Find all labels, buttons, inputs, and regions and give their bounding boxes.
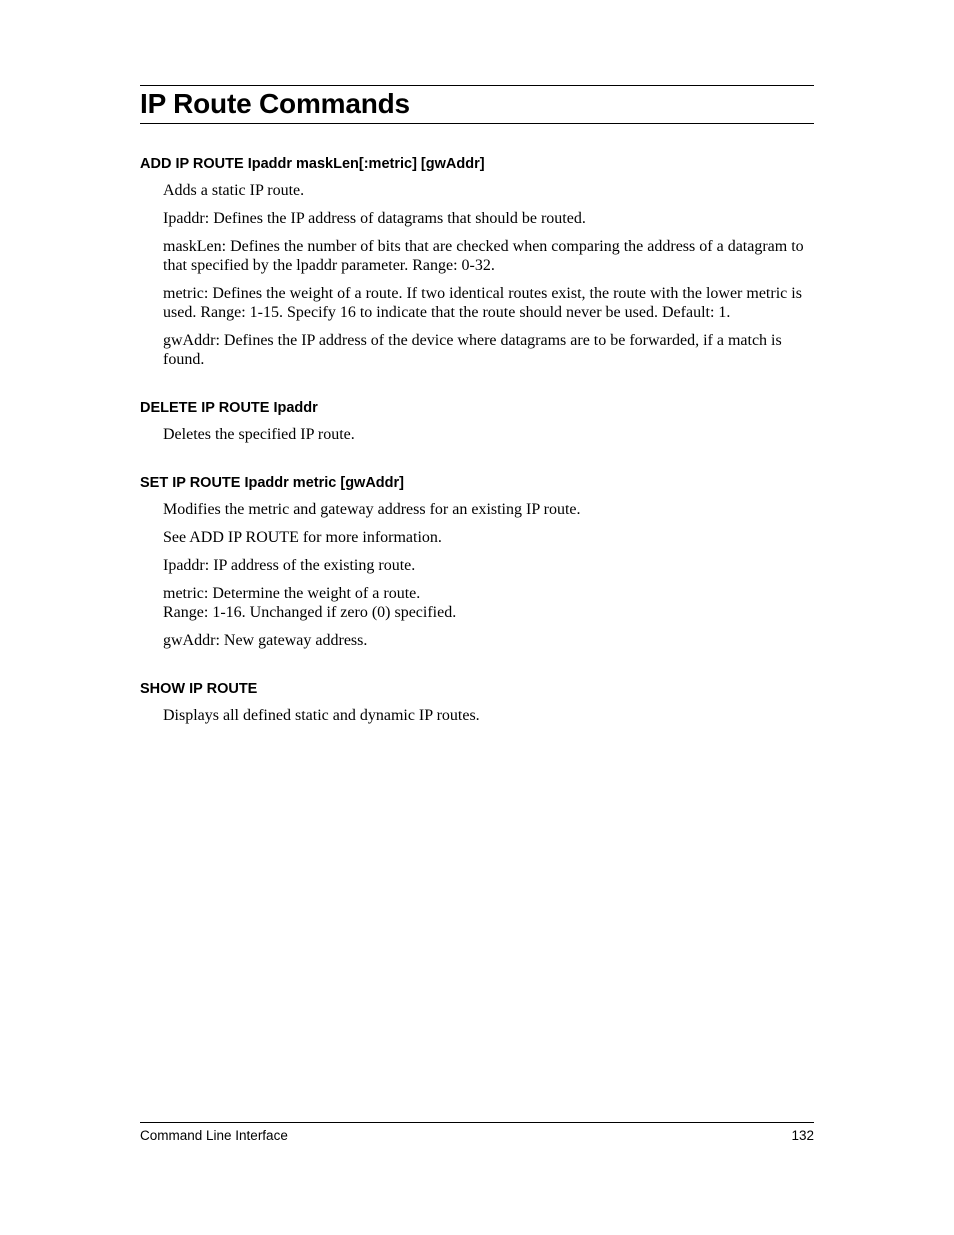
command-heading: SET IP ROUTE Ipaddr metric [gwAddr] — [140, 475, 404, 491]
description-line: Range: 1-16. Unchanged if zero (0) specified. — [163, 604, 457, 621]
title-bottom-rule — [140, 123, 814, 124]
command-heading: DELETE IP ROUTE Ipaddr — [140, 400, 318, 416]
description-paragraph: Ipaddr: Defines the IP address of datagrams that should be routed. — [163, 210, 586, 227]
description-paragraph: maskLen: Defines the number of bits that are checked when comparing the address of a datagram to that specified by the lpaddr parameter. Range: 0-32. — [163, 238, 804, 274]
title-top-rule — [140, 85, 814, 86]
description-paragraph: gwAddr: New gateway address. — [163, 632, 368, 649]
page-title: IP Route Commands — [140, 88, 410, 119]
description-paragraph: gwAddr: Defines the IP address of the device where datagrams are to be forwarded, if a match is found. — [163, 332, 782, 368]
command-section — [140, 155, 814, 369]
page-footer — [140, 1122, 814, 1143]
sections-container — [140, 155, 814, 725]
description-paragraph: Displays all defined static and dynamic IP routes. — [163, 707, 480, 724]
command-section — [140, 680, 814, 725]
description-paragraph: Modifies the metric and gateway address for an existing IP route. — [163, 501, 581, 518]
description-line: metric: Determine the weight of a route. — [163, 585, 421, 602]
page-number: 132 — [791, 1128, 814, 1143]
description-paragraph: See ADD IP ROUTE for more information. — [163, 529, 442, 546]
command-heading: SHOW IP ROUTE — [140, 681, 258, 697]
description-paragraph: metric: Defines the weight of a route. If two identical routes exist, the route with the lower metric is used. Range: 1-15. Specify 16 to indicate that the route should never be used. Default: 1. — [163, 285, 802, 321]
description-paragraph — [163, 584, 814, 622]
command-section — [140, 399, 814, 444]
footer-title: Command Line Interface — [140, 1128, 288, 1143]
description-paragraph: Ipaddr: IP address of the existing route. — [163, 557, 416, 574]
command-section — [140, 474, 814, 650]
document-page — [140, 85, 814, 734]
description-paragraph: Deletes the specified IP route. — [163, 426, 355, 443]
command-heading: ADD IP ROUTE Ipaddr maskLen[:metric] [gwAddr] — [140, 156, 485, 172]
description-paragraph: Adds a static IP route. — [163, 182, 305, 199]
